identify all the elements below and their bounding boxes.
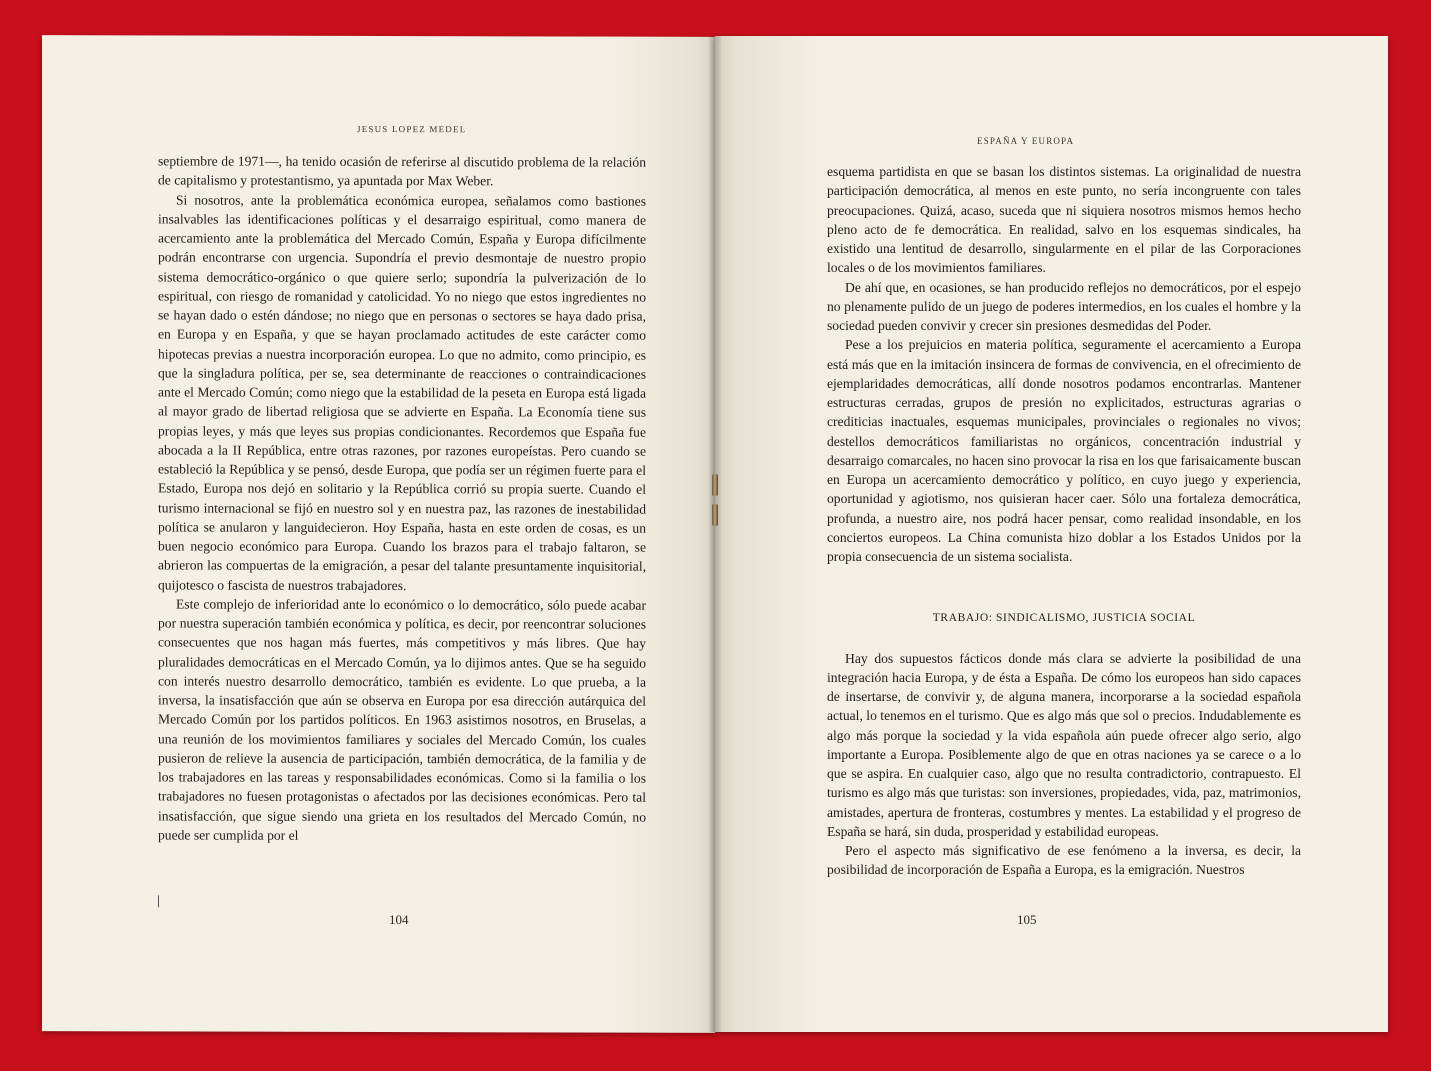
margin-mark [158,895,159,907]
paragraph: De ahí que, en ocasiones, se han producido reflejos no democráticos, por el espejo no plenamente pulido de un juego de poderes intermedios, en los cuales el hombre y la sociedad pueden convivir y crecer sin presiones desmedidas del Poder. [827,279,1301,333]
staple [712,504,718,526]
page-number: 104 [389,912,409,928]
book-gutter [709,36,721,1032]
running-head-author: JESUS LOPEZ MEDEL [357,123,467,135]
left-page-body [158,151,646,845]
paragraph: Este complejo de inferioridad ante lo económico o lo democrático, sólo puede acabar por nuestra superación también económica y política, es decir, por reencontrar soluciones consecuentes que nos hagan más fuertes, más competitivos y más libres. Que hay pluralidades democráticas en el Mercado Común, ya lo dijimos antes. Que se ha seguido con interés nuestro desarrollo democrático, también es evidente. Lo que prueba, a la inversa, la insatisfacción que aún se observa en Europa por esa dirección autárquica del Mercado Común por los partidos políticos. En 1963 asistimos nosotros, en Bruselas, a una reunión de los movimientos familiares y sociales del Mercado Común, los cuales pusieron de relieve la ausencia de participación, también democrática, de la familia y de los trabajadores en las tareas y responsabilidades económicas. Como si la familia o los trabajadores no fuesen protagonistas o afectados por las decisiones económicas. Pero tal insatisfacción, que sigue siendo una grieta en los resultados del Mercado Común, no puede ser cumplida por el [158,596,646,843]
open-booklet [42,36,1388,1032]
paragraph: Pero el aspecto más significativo de ese fenómeno a la inversa, es decir, la posibilidad de incorporación de España a Europa, es la emigración. Nuestros [827,843,1301,878]
staple [712,474,718,496]
left-page [42,35,715,1033]
paragraph: Hay dos supuestos fácticos donde más clara se advierte la posibilidad de una integración hacia Europa, y de ésta a España. De cómo los europeos han sido capaces de insertarse, de convivir y, de alguna manera, incorporarse a la sociedad española actual, lo tenemos en el turismo. Que es algo más que sol o precios. Indudablemente es algo más porque la sociedad y la vida española aún puede ofrecer algo serio, algo importante a Europa. Posiblemente algo de que en otras naciones ya se carece o a lo que se aspira. En cualquier caso, algo que no resulta contradictorio, contrapuesto. El turismo es algo más que turistas: son inversiones, propiedades, vida, paz, matrimonios, amistades, apertura de fronteras, costumbres y mentes. La estabilidad y el progreso de España se hará, sin duda, prosperidad y estabilidad europeas. [827,650,1301,839]
running-head-title: ESPAÑA Y EUROPA [977,136,1075,146]
right-page [715,36,1388,1032]
section-heading: TRABAJO: SINDICALISMO, JUSTICIA SOCIAL [932,612,1196,625]
page-number: 105 [1017,912,1037,927]
paragraph: esquema partidista en que se basan los distintos sistemas. La originalidad de nuestra participación democrática, al menos en este punto, no sería incongruente con tales preocupaciones. Quizá, acaso, suceda que ni siquiera nosotros mismos hemos hecho pleno acto de fe democrática. En realidad, salvo en los esquemas sindicales, ha existido una lentitud de desarrollo, singularmente en el pilar de las Corporaciones locales o de los movimientos familiares. [827,164,1301,276]
right-page-body [827,162,1301,880]
paragraph: septiembre de 1971—, ha tenido ocasión de referirse al discutido problema de la relación de capitalismo y protestantismo, ya apuntada por Max Weber. [158,153,646,189]
paragraph: Si nosotros, ante la problemática económica europea, señalamos como bastiones insalvables las identificaciones políticas y el desarraigo espiritual, como manera de acercamiento ante la problemática del Mercado Común, España y Europa difícilmente podrán encontrarse con urgencia. Supondría el previo desmontaje de nuestro propio sistema democrático-orgánico o que quiere serlo; supondría la pulverización de lo espiritual, con riesgo de romanidad y catolicidad. Yo no niego que estos ingredientes no se hayan dado o estén dándose; no niego que en personas o sectores se haya dado prisa, en Europa y en España, y que se hayan proclamado actitudes de este carácter como hipotecas previas a nuestra incorporación europea. Lo que no admito, como principio, es que la singladura política, per se, sea determinante de reacciones o contraindicaciones ante el Mercado Común; como niego que la estabilidad de la peseta en Europa está ligada al mayor grado de libertad religiosa que se advierte en España. La Economía tiene sus propias leyes, y más que leyes sus propias condicionantes. Recordemos que España fue abocada a la II República, entre otras razones, por razones europeístas. Pero cuando se estableció la República y se pensó, desde Europa, que podía ser un régimen fuerte para el Estado, Europa nos dejó en solitario y la República corrió su propia suerte. Cuando el turismo internacional se fijó en nuestro sol y en nuestra paz, las razones de inestabilidad política se anularon y languidecieron. Hoy España, hasta en este orden de cosas, es un buen negocio económico para Europa. Cuando los brazos para el trabajo faltaron, se abrieron las compuertas de la emigración, a pesar del talante presuntamente inquisitorial, quijotesco o fascista de nuestros trabajadores. [158,191,646,593]
paragraph: Pese a los prejuicios en materia política, seguramente el acercamiento a Europa está más que en la imitación insincera de formas de convivencia, en el ofrecimiento de ejemplaridades democráticas, allí donde nosotros podamos encontrarlas. Mantener estructuras cerradas, grupos de presión no explicitados, estructuras agrarias o crediticias inactuales, esquemas municipales, provinciales o regionales no vivos; destellos democráticos familiaristas no orgánicos, concentración industrial y desarraigo comarcales, no hacen sino provocar la risa en los que farisaicamente buscan en Europa un acercamiento democrático y político, en cuyo juego y experiencia, oportunidad y agiotismo, nos quisieran hacer caer. Sólo una fortaleza democrática, profunda, a nuestro aire, nos podrá hacer pensar, como realidad insondable, en los conciertos europeos. La China comunista hizo doblar a los Estados Unidos por la propia consecuencia de un sistema socialista. [827,337,1301,564]
